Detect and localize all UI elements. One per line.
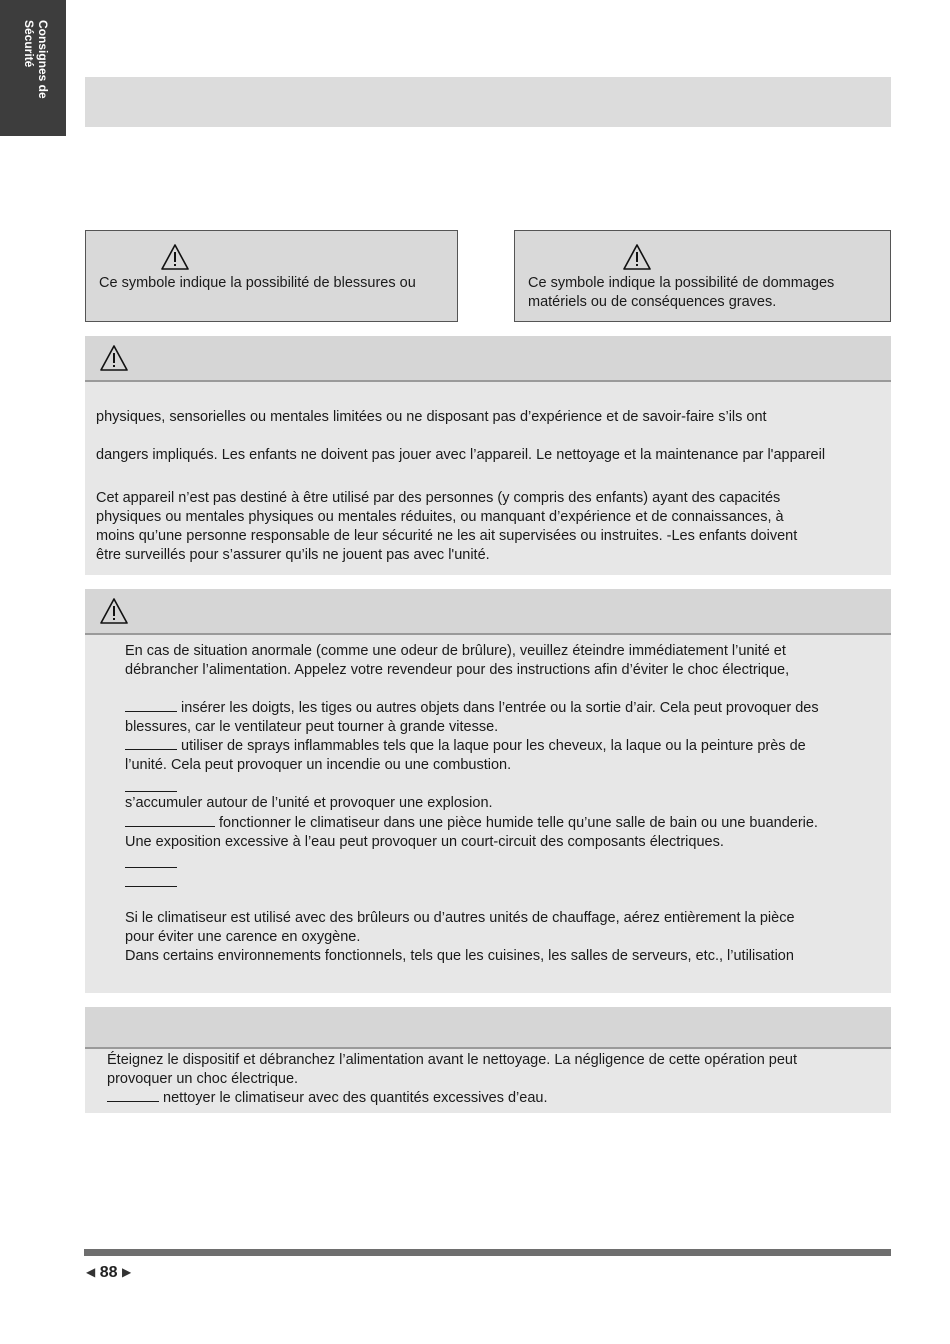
paragraph-line: pour éviter une carence en oxygène. [125, 929, 361, 945]
paragraph-line: Cet appareil n’est pas destiné à être utilisé par des personnes (y compris des enfants) ayant des capacités [96, 490, 781, 506]
warning-section-2 [85, 589, 891, 993]
warning-triangle-icon [622, 243, 652, 271]
paragraph-line: physiques, sensorielles ou mentales limitées ou ne disposant pas d’expérience et de savoir-faire s’ils ont [96, 409, 767, 425]
paragraph-line [125, 874, 177, 893]
paragraph-line: moins qu’une personne responsable de leur sécurité ne les ait supervisées ou instruites. -Les enfants doivent [96, 528, 798, 544]
paragraph-line: blessures, car le ventilateur peut tourner à grande vitesse. [125, 719, 499, 735]
warning-section-1 [85, 336, 891, 575]
blank-underline [125, 699, 177, 712]
section-header [85, 336, 891, 382]
paragraph-line: utiliser de sprays inflammables tels que la laque pour les cheveux, la laque ou la peinture près de [125, 737, 806, 756]
side-tab-label-1: Consignes de [36, 20, 50, 99]
blank-underline [107, 1089, 159, 1102]
paragraph-line: Si le climatiseur est utilisé avec des brûleurs ou d’autres unités de chauffage, aérez entièrement la pièce [125, 910, 795, 926]
caution-symbol-text-1: Ce symbole indique la possibilité de dommages [528, 275, 835, 291]
section-header [85, 589, 891, 635]
blank-underline [125, 855, 177, 868]
prev-page-arrow-icon[interactable]: ◀ [86, 1265, 96, 1279]
paragraph-line: débrancher l’alimentation. Appelez votre revendeur pour des instructions afin d’éviter le choc électrique, [125, 662, 790, 678]
paragraph-line: nettoyer le climatiseur avec des quantités excessives d’eau. [107, 1089, 547, 1108]
paragraph-line: fonctionner le climatiseur dans une pièce humide telle qu’une salle de bain ou une buanderie. [125, 814, 818, 833]
paragraph-line: Éteignez le dispositif et débranchez l’alimentation avant le nettoyage. La négligence de cette opération peut [107, 1052, 798, 1068]
blank-underline [125, 779, 177, 792]
section-side-tab [0, 0, 66, 136]
blank-underline [125, 737, 177, 750]
warning-triangle-icon [99, 597, 129, 625]
next-page-arrow-icon[interactable]: ▶ [121, 1265, 132, 1279]
warning-triangle-icon [160, 243, 190, 271]
paragraph-line: être surveillés pour s’assurer qu’ils ne jouent pas avec l'unité. [96, 547, 490, 563]
paragraph-line: s’accumuler autour de l’unité et provoquer une explosion. [125, 795, 493, 811]
side-tab-label-2: Sécurité [22, 20, 36, 68]
paragraph-line: Dans certains environnements fonctionnels, tels que les cuisines, les salles de serveurs, etc., l’utilisation [125, 948, 794, 964]
caution-symbol-text-2: matériels ou de conséquences graves. [528, 294, 777, 310]
title-bar [85, 77, 891, 127]
paragraph-line: insérer les doigts, les tiges ou autres objets dans l’entrée ou la sortie d’air. Cela peut provoquer des [125, 699, 819, 718]
section-header [85, 1007, 891, 1049]
paragraph-line: provoquer un choc électrique. [107, 1071, 299, 1087]
warning-symbol-box [85, 230, 458, 322]
page-number: 88 [99, 1264, 118, 1281]
warning-triangle-icon [99, 344, 129, 372]
paragraph-line [125, 855, 177, 874]
paragraph-line: dangers impliqués. Les enfants ne doivent pas jouer avec l’appareil. Le nettoyage et la maintenance par l'appareil [96, 447, 826, 463]
caution-symbol-box [514, 230, 891, 322]
paragraph-line: l’unité. Cela peut provoquer un incendie ou une combustion. [125, 757, 512, 773]
page-navigation [86, 1264, 131, 1282]
blank-underline [125, 874, 177, 887]
footer-rule [84, 1249, 891, 1256]
paragraph-line: physiques ou mentales physiques ou mentales réduites, ou manquant d’expérience et de connaissances, à [96, 509, 784, 525]
paragraph-line: En cas de situation anormale (comme une odeur de brûlure), veuillez éteindre immédiatement l’unité et [125, 643, 786, 659]
cleaning-section [85, 1007, 891, 1113]
warning-symbol-text: Ce symbole indique la possibilité de blessures ou [99, 275, 416, 291]
paragraph-line: Une exposition excessive à l’eau peut provoquer un court-circuit des composants électriques. [125, 834, 724, 850]
blank-underline [125, 814, 215, 827]
